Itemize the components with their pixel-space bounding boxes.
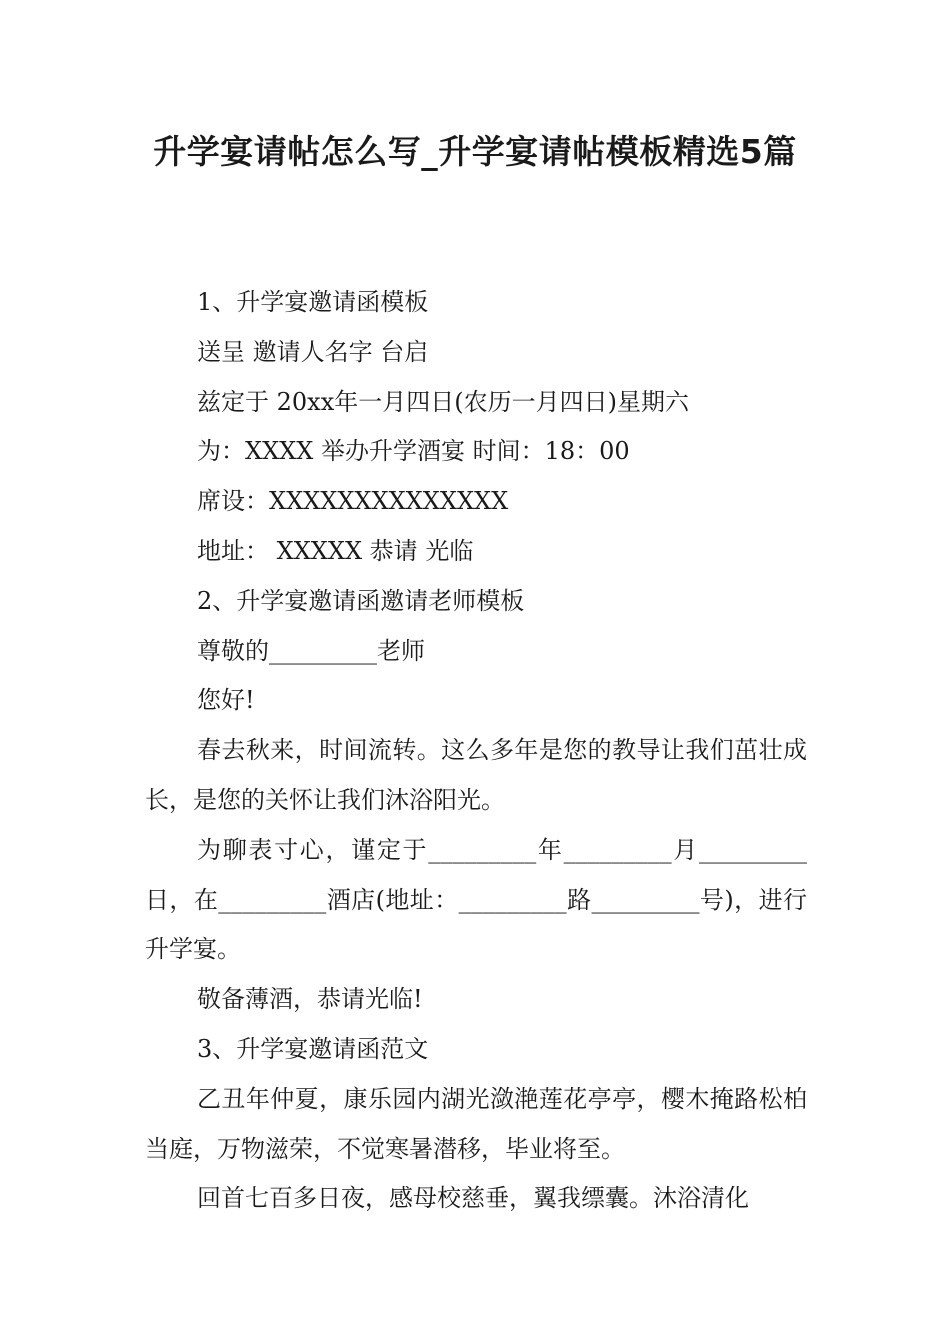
- section-heading-2: 2、升学宴邀请函邀请老师模板: [197, 586, 525, 615]
- paragraph: 回首七百多日夜，感母校慈垂，翼我缥囊。沐浴清化: [197, 1184, 749, 1213]
- paragraph: 春去秋来，时间流转。这么多年是您的教导让我们茁壮成长，是您的关怀让我们沐浴阳光。: [145, 736, 807, 814]
- paragraph: 地址： XXXXX 恭请 光临: [197, 536, 474, 565]
- section-heading-1: 1、升学宴邀请函模板: [197, 288, 429, 316]
- document-title: 升学宴请帖怎么写_升学宴请帖模板精选5篇: [153, 132, 797, 171]
- paragraph: 乙丑年仲夏，康乐园内湖光潋滟莲花亭亭，樱木掩路松柏当庭，万物滋荣，不觉寒暑潜移，毕业将至。: [145, 1084, 807, 1163]
- paragraph: 送呈 邀请人名字 台启: [197, 337, 429, 366]
- paragraph: 为聊表寸心，谨定于_________年_________月_________日，在_________酒店(地址：_________路_________号)，进行升学宴。: [145, 835, 807, 964]
- paragraph: 席设：XXXXXXXXXXXXXX: [197, 487, 509, 516]
- paragraph: 为：XXXX 举办升学酒宴 时间：18：00: [197, 437, 630, 466]
- paragraph: 兹定于 20xx年一月四日(农历一月四日)星期六: [197, 387, 689, 416]
- section-heading-3: 3、升学宴邀请函范文: [197, 1034, 429, 1063]
- paragraph: 您好!: [197, 686, 255, 715]
- paragraph: 尊敬的_________老师: [197, 636, 425, 665]
- document-body: [145, 278, 807, 1224]
- paragraph: 敬备薄酒，恭请光临!: [197, 985, 423, 1014]
